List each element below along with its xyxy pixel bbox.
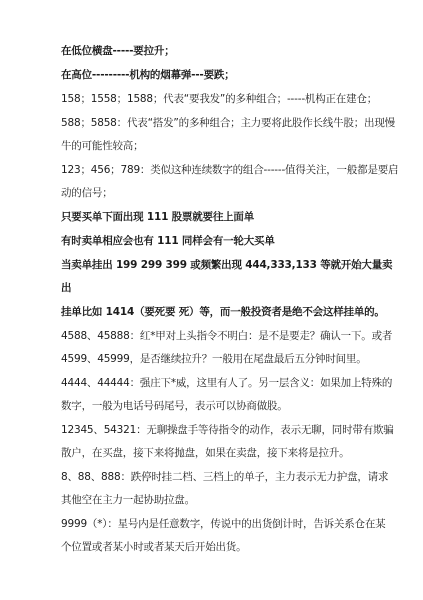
- text-line: 当卖单挂出 199 299 399 或频繁出现 444,333,133 等就开始大量卖: [61, 259, 393, 271]
- text-line: 4599、45999，是否继续拉升？一般用在尾盘最后五分钟时间里。: [61, 353, 367, 365]
- text-line: 动的信号；: [61, 187, 113, 199]
- text-line: 4588、45888：红*甲对上头指令不明白：是不是要走？确认一下。或者: [61, 330, 393, 342]
- text-line: 有时卖单相应会也有 111 同样会有一轮大买单: [61, 235, 275, 247]
- text-line: 只要买单下面出现 111 股票就要往上面单: [61, 211, 255, 223]
- text-line: 4444、44444：强庄下*威，这里有人了。另一层含义：如果加上特殊的: [61, 377, 393, 389]
- text-line: 在低位横盘-----要拉升；: [61, 45, 175, 57]
- document-body: [61, 44, 399, 554]
- text-line: 8、88、888：跌停时挂二档、三档上的单子，主力表示无力护盘，请求: [61, 471, 389, 483]
- text-line: 123；456；789：类似这种连续数字的组合------值得关注，一般都是要启: [61, 164, 399, 176]
- text-line: 588；5858：代表“搭发”的多种组合；主力要将此股作长线牛股；出现慢: [61, 117, 395, 129]
- text-line: 12345、54321：无聊操盘手等待指令的动作，表示无聊，同时带有欺骗: [61, 424, 394, 436]
- text-line: 在高位---------机构的烟幕弹---要跌；: [61, 69, 235, 81]
- text-line: 9999（*）：星号内是任意数字，传说中的出货倒计时，告诉关系仓在某: [61, 518, 386, 530]
- text-line: 牛的可能性较高；: [61, 140, 144, 152]
- text-line: 其他空在主力一起协助拉盘。: [61, 494, 195, 506]
- text-line: 出: [61, 282, 72, 294]
- text-line: 散户，在买盘，接下来将抛盘，如果在卖盘，接下来将是拉升。: [61, 447, 350, 459]
- text-line: 个位置或者某小时或者某天后开始出货。: [61, 541, 247, 553]
- text-line: 数字，一般为电话号码尾号，表示可以协商做股。: [61, 400, 288, 412]
- text-line: 挂单比如 1414（要死要 死）等，而一般投资者是绝不会这样挂单的。: [61, 306, 385, 318]
- text-line: 158；1558；1588；代表“要我发”的多种组合；-----机构正在建仓；: [61, 93, 378, 105]
